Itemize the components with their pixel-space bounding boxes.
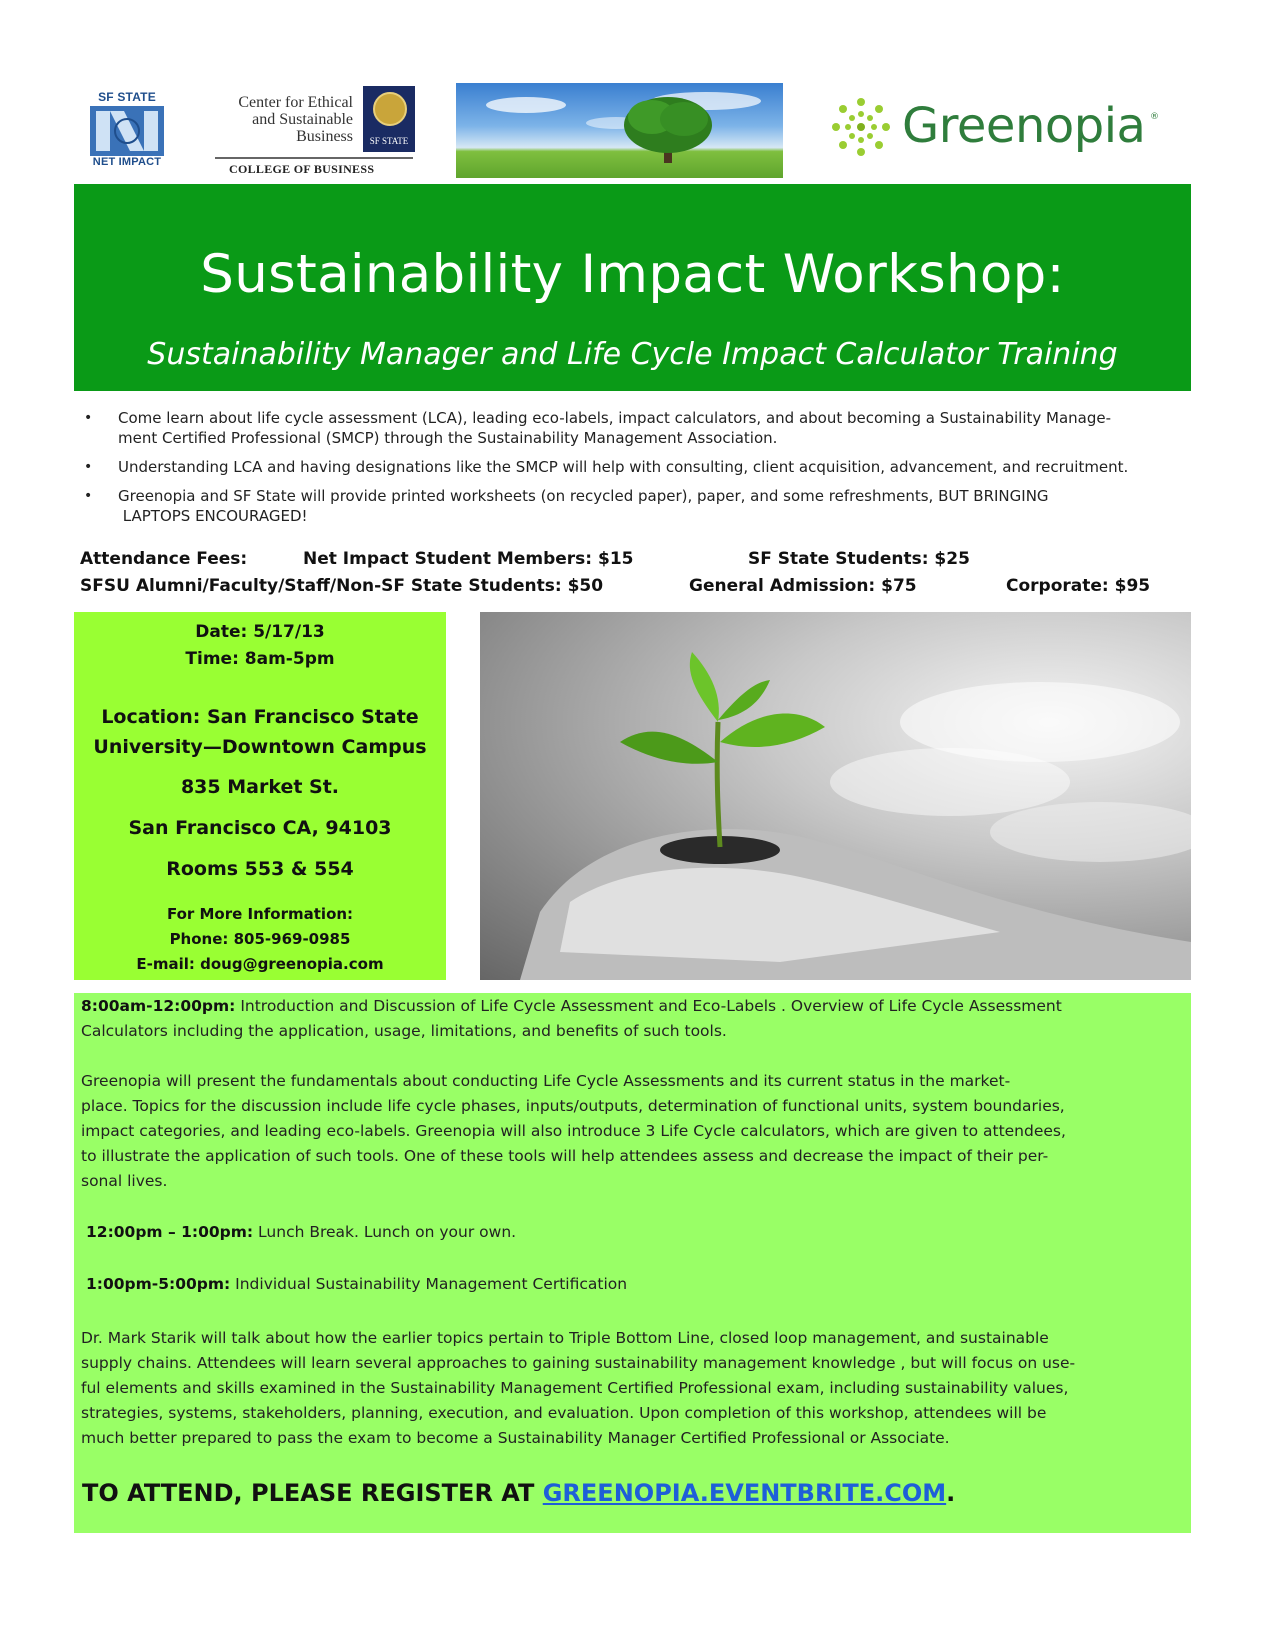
registered-mark: ® [1150,112,1159,122]
contact-phone: Phone: 805-969-0985 [169,930,351,948]
fee-general: General Admission: $75 [689,576,917,596]
event-rooms: Rooms 553 & 554 [166,858,354,880]
register-callout: TO ATTEND, PLEASE REGISTER AT GREENOPIA.EVENTBRITE.COM. [82,1479,956,1507]
event-details-box [74,612,446,980]
page-title: Sustainability Impact Workshop: [200,244,1065,305]
fee-net-impact: Net Impact Student Members: $15 [303,549,634,569]
logo-text: SF STATE [98,90,156,104]
schedule-session-3: 1:00pm-5:00pm: Individual Sustainability Management Certification [86,1275,628,1293]
event-street: 835 Market St. [180,776,340,798]
event-location-line1: Location: San Francisco State [101,706,419,728]
bullet-icon: • [84,459,93,475]
event-time: Time: 8am-5pm [185,649,335,669]
center-name: Center for Ethical and Sustainable Business [238,94,353,145]
net-impact-mark-icon [90,106,164,156]
more-info-label: For More Information: [166,905,354,923]
schedule-box [74,993,1191,1533]
session-time: 1:00pm-5:00pm: [86,1275,231,1293]
session-time: 8:00am-12:00pm: [81,997,236,1015]
greenopia-wordmark: Greenopia [902,98,1146,154]
center-ethical-business-logo [215,82,415,178]
header-banner [74,184,1191,391]
list-item: • Come learn about life cycle assessment (LCA), leading eco-labels, impact calculators, and about becoming a Sustainability Manage- ment Certified Professional (SMCP) through the Sustainability Management Association. [84,409,1112,447]
event-date: Date: 5/17/13 [195,622,325,642]
logo-text: NET IMPACT [92,156,162,168]
event-location-line2: University—Downtown Campus [93,736,427,758]
intro-bullet-list [84,408,1194,535]
greenopia-logo [828,92,1188,172]
schedule-description-1: Greenopia will present the fundamentals about conducting Life Cycle Assessments and its current status in the market- place. Topics for the discussion include life cycle phases, inputs/outputs, determination of functional units, system boundaries, impact categories, and leading eco-labels. Greenopia will also introduce 3 Life Cycle calculators, which are given to attendees, to illustrate the application of such tools. One of these tools will help attendees assess and decrease the impact of their per- sonal lives. [81,1072,1066,1190]
schedule-session-1: 8:00am-12:00pm: Introduction and Discussion of Life Cycle Assessment and Eco-Labels . Overview of Life Cycle Assessment Calculators including the application, usage, limitations, and benefits of such tools. [81,997,1062,1040]
bullet-icon: • [84,488,93,504]
schedule-description-2: Dr. Mark Starik will talk about how the earlier topics pertain to Triple Bottom Line, closed loop management, and sustainable supply chains. Attendees will learn several approaches to gaining sustainability management knowledge , but will focus on use- ful elements and skills examined in the Sustainability Management Certified Professional exam, including sustainability values, strategies, systems, stakeholders, planning, execution, and evaluation. Upon completion of this workshop, attendees will be much better prepared to pass the exam to become a Sustainability Manager Certified Professional or Associate. [81,1329,1076,1447]
divider [215,157,413,159]
fees-label: Attendance Fees: [80,549,248,569]
fee-corporate: Corporate: $95 [1006,576,1151,596]
event-city: San Francisco CA, 94103 [128,817,392,839]
greenopia-flower-icon [828,94,894,160]
college-label: COLLEGE OF BUSINESS [229,162,375,176]
schedule-session-2: 12:00pm – 1:00pm: Lunch Break. Lunch on your own. [86,1223,517,1241]
eventbrite-link[interactable]: GREENOPIA.EVENTBRITE.COM [542,1479,947,1507]
bullet-icon: • [84,410,93,426]
fee-sf-state: SF State Students: $25 [748,549,970,569]
sf-state-net-impact-logo [84,90,170,170]
fee-alumni: SFSU Alumni/Faculty/Staff/Non-SF State Students: $50 [80,576,604,596]
list-item: • Greenopia and SF State will provide printed worksheets (on recycled paper), paper, and some refreshments, BUT BRINGING LAPTOPS ENCOURAGED! [84,487,1049,525]
contact-email: E-mail: doug@greenopia.com [136,955,384,973]
session-time: 12:00pm – 1:00pm: [86,1223,254,1241]
sf-state-seal-icon: SF STATE [363,86,415,152]
hands-seedling-photo [480,612,1191,980]
page-subtitle: Sustainability Manager and Life Cycle Impact Calculator Training [147,337,1118,372]
list-item: • Understanding LCA and having designations like the SMCP will help with consulting, client acquisition, advancement, and recruitment. [84,458,1129,476]
tree-image [456,83,783,178]
